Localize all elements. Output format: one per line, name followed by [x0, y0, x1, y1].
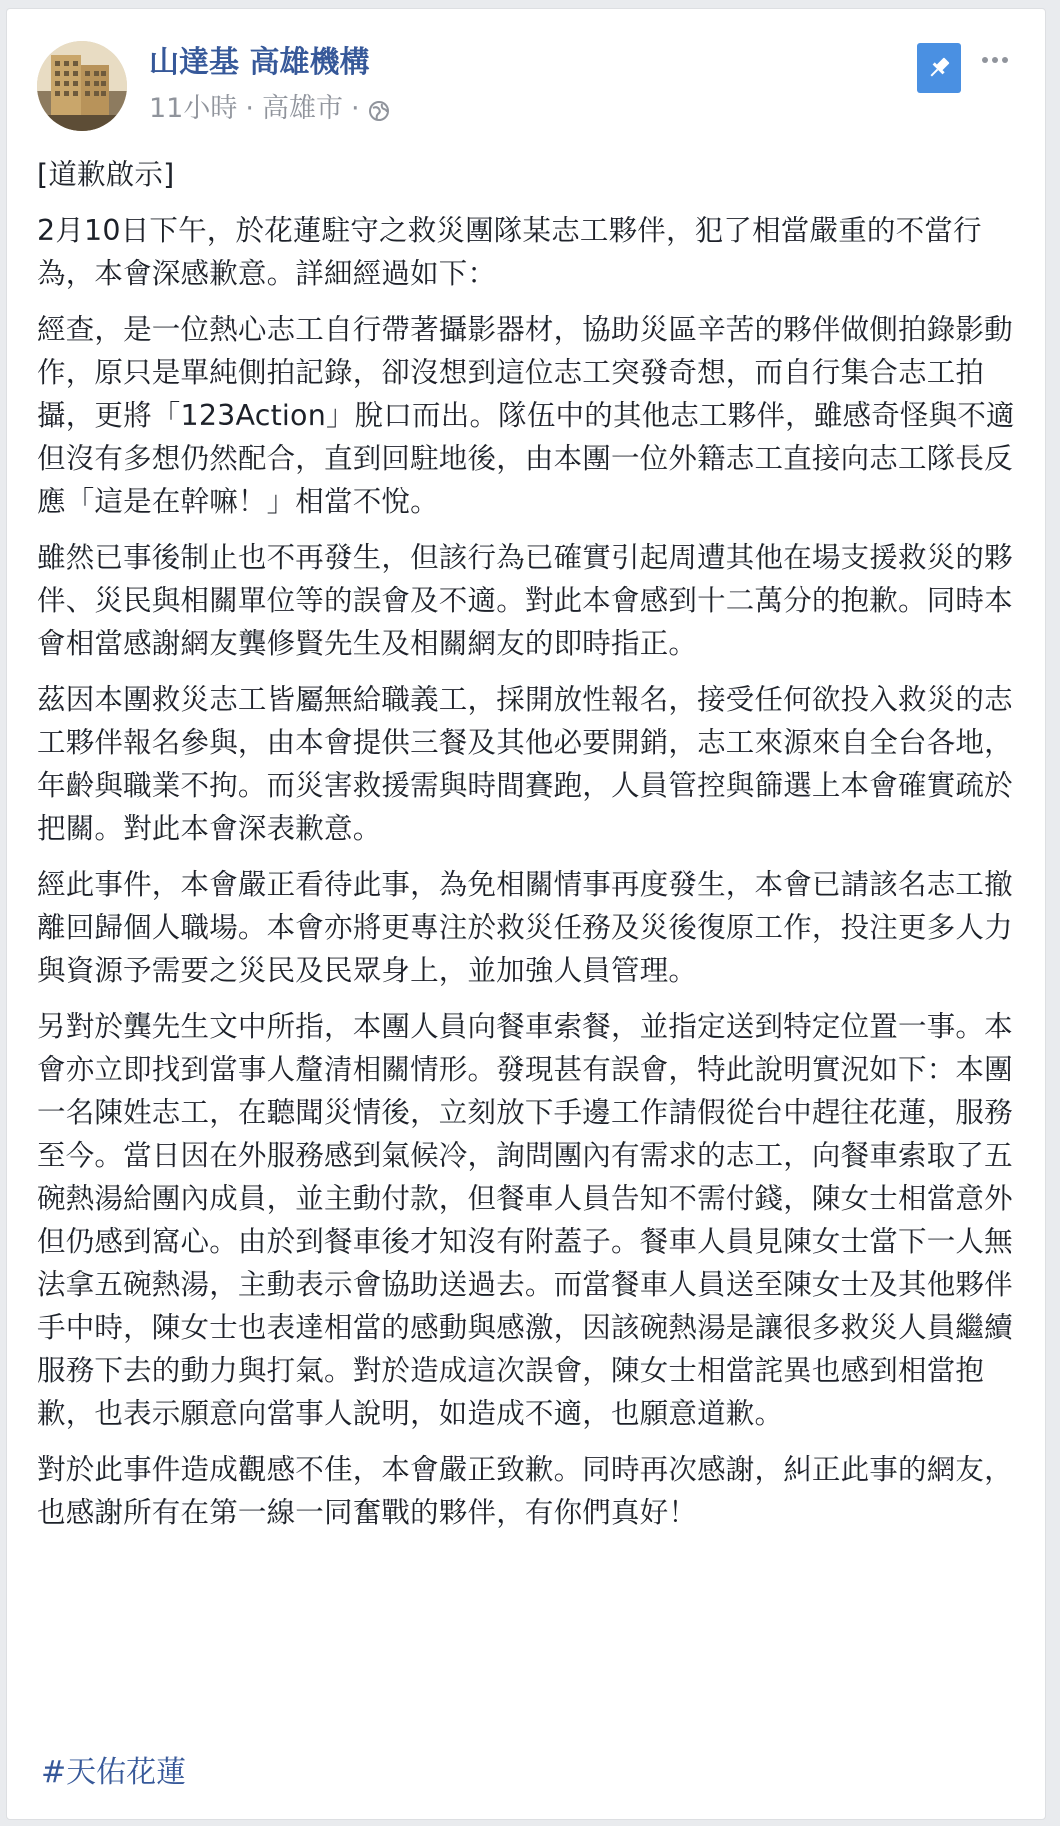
pin-button[interactable]: [917, 43, 961, 93]
paragraph: 茲因本團救災志工皆屬無給職義工，採開放性報名，接受任何欲投入救災的志工夥伴報名參與，由本會提供三餐及其他必要開銷，志工來源來自全台各地，年齡與職業不拘。而災害救援需與時間賽跑，人員管控與篩選上本會確實疏於把關。對此本會深表歉意。: [37, 683, 1013, 845]
paragraph: 對於此事件造成觀感不佳，本會嚴正致歉。同時再次感謝，糾正此事的網友，也感謝所有在第一線一同奮戰的夥伴，有你們真好！: [37, 1453, 1013, 1529]
pin-icon: [925, 54, 953, 82]
page-avatar[interactable]: [37, 41, 127, 131]
post-timestamp[interactable]: 11小時: [149, 93, 238, 124]
globe-icon: [368, 98, 390, 120]
post-meta: [149, 45, 390, 125]
more-options-dot: [992, 57, 998, 63]
more-options-dot: [1002, 57, 1008, 63]
page-name-link[interactable]: 山達基 高雄機構: [149, 45, 370, 80]
paragraph-title: [道歉啟示]: [37, 158, 175, 191]
paragraph: 雖然已事後制止也不再發生，但該行為已確實引起周遭其他在場支援救災的夥伴、災民與相關單位等的誤會及不適。對此本會感到十二萬分的抱歉。同時本會相當感謝網友龔修賢先生及相關網友的即時指正。: [37, 541, 1013, 660]
separator-dot: ·: [245, 93, 254, 124]
building-photo-icon: [37, 41, 127, 131]
more-options-button[interactable]: [975, 45, 1015, 75]
post-location[interactable]: 高雄市: [261, 93, 343, 124]
post-header: [37, 39, 1015, 139]
paragraph: 經查，是一位熱心志工自行帶著攝影器材，協助災區辛苦的夥伴做側拍錄影動作，原只是單純側拍記錄，卻沒想到這位志工突發奇想，而自行集合志工拍攝，更將「123Action」脫口而出。隊伍中的其他志工夥伴，雖感奇怪與不適但沒有多想仍然配合，直到回駐地後，由本團一位外籍志工直接向志工隊長反應「這是在幹嘛！」相當不悅。: [37, 313, 1015, 518]
hashtag-link[interactable]: #天佑花蓮: [41, 1755, 187, 1790]
paragraph: 經此事件，本會嚴正看待此事，為免相關情事再度發生，本會已請該名志工撤離回歸個人職場。本會亦將更專注於救災任務及災後復原工作，投注更多人力與資源予需要之災民及民眾身上，並加強人員管理。: [37, 868, 1013, 987]
post-body: [37, 153, 1017, 1547]
post-subline: [149, 93, 390, 125]
separator-dot-2: ·: [350, 93, 360, 124]
more-options-icon: [982, 57, 988, 63]
paragraph: 另對於龔先生文中所指，本團人員向餐車索餐，並指定送到特定位置一事。本會亦立即找到當事人釐清相關情形。發現甚有誤會，特此說明實況如下：本團一名陳姓志工，在聽聞災情後，立刻放下手邊工作請假從台中趕往花蓮，服務至今。當日因在外服務感到氣候冷，詢問團內有需求的志工，向餐車索取了五碗熱湯給團內成員，並主動付款，但餐車人員告知不需付錢，陳女士相當意外但仍感到窩心。由於到餐車後才知沒有附蓋子。餐車人員見陳女士當下一人無法拿五碗熱湯，主動表示會協助送過去。而當餐車人員送至陳女士及其他夥伴手中時，陳女士也表達相當的感動與感激，因該碗熱湯是讓很多救災人員繼續服務下去的動力與打氣。對於造成這次誤會，陳女士相當詫異也感到相當抱歉，也表示願意向當事人說明，如造成不適，也願意道歉。: [37, 1010, 1013, 1430]
paragraph: 2月10日下午，於花蓮駐守之救災團隊某志工夥伴，犯了相當嚴重的不當行為，本會深感歉意。詳細經過如下：: [37, 214, 982, 290]
post-card: [6, 8, 1046, 1820]
